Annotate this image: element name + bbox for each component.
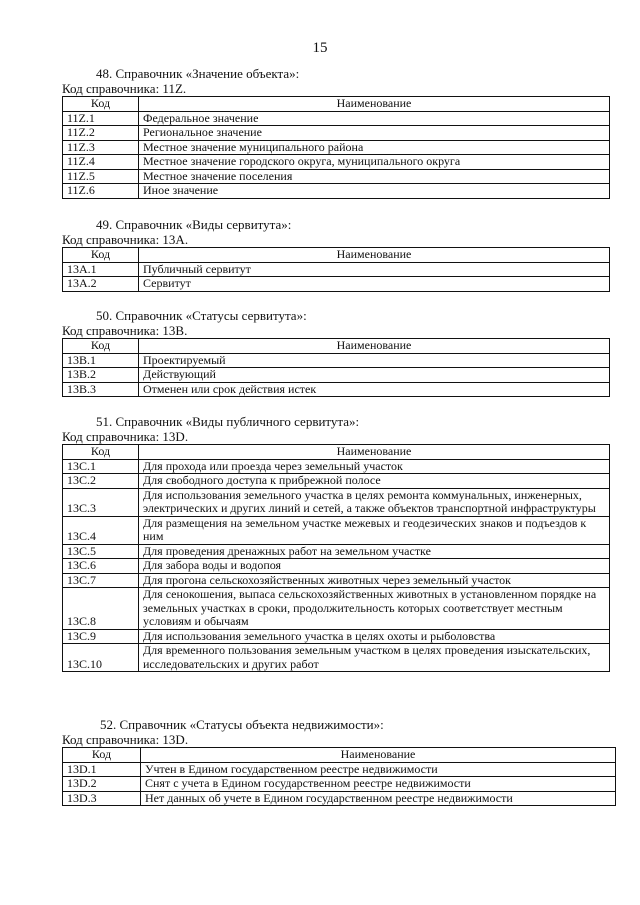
table-row	[63, 111, 610, 126]
row-name: Для использования земельного участка в целях охоты и рыболовства	[139, 629, 610, 644]
row-code: 13C.6	[63, 559, 139, 574]
table-row	[63, 262, 610, 277]
row-code: 11Z.6	[63, 184, 139, 199]
row-name: Для прохода или проезда через земельный участок	[139, 459, 610, 474]
row-name: Иное значение	[139, 184, 610, 199]
table-header	[63, 339, 610, 354]
header-code: Код	[63, 97, 139, 112]
table-row	[63, 474, 610, 489]
table-row	[63, 629, 610, 644]
section-code: Код справочника: 11Z.	[62, 81, 187, 96]
table-row	[63, 762, 616, 777]
row-name: Для сенокошения, выпаса сельскохозяйственных животных в установленном порядке на земельных участках в сроки, продолжительность которых соответствует местным условиям и обычаям	[139, 588, 610, 630]
table-header	[63, 97, 610, 112]
row-name: Федеральное значение	[139, 111, 610, 126]
table-row	[63, 277, 610, 292]
row-code: 13C.4	[63, 516, 139, 544]
row-code: 11Z.2	[63, 126, 139, 141]
table-row	[63, 368, 610, 383]
row-name: Нет данных об учете в Едином государственном реестре недвижимости	[141, 791, 616, 806]
row-code: 13C.1	[63, 459, 139, 474]
section-code: Код справочника: 13D.	[62, 429, 189, 444]
section-title: 48. Справочник «Значение объекта»:	[96, 66, 300, 81]
reference-table	[62, 247, 610, 292]
row-code: 11Z.3	[63, 140, 139, 155]
header-name: Наименование	[139, 339, 610, 354]
row-name: Отменен или срок действия истек	[139, 382, 610, 397]
section-52	[62, 717, 616, 806]
row-name: Местное значение поселения	[139, 169, 610, 184]
row-code: 13C.8	[63, 588, 139, 630]
table-row	[63, 791, 616, 806]
section-49	[62, 217, 610, 292]
row-code: 13D.1	[63, 762, 141, 777]
table-row	[63, 382, 610, 397]
row-name: Учтен в Едином государственном реестре недвижимости	[141, 762, 616, 777]
table-header	[63, 445, 610, 460]
row-name: Проектируемый	[139, 353, 610, 368]
row-code: 13B.1	[63, 353, 139, 368]
row-code: 13C.10	[63, 644, 139, 672]
table-row	[63, 169, 610, 184]
header-code: Код	[63, 445, 139, 460]
header-code: Код	[63, 748, 141, 763]
table-row	[63, 488, 610, 516]
page-number: 15	[312, 40, 328, 56]
section-title: 52. Справочник «Статусы объекта недвижимости»:	[100, 717, 384, 732]
reference-table	[62, 96, 610, 199]
header-code: Код	[63, 339, 139, 354]
reference-table	[62, 338, 610, 397]
row-code: 13C.9	[63, 629, 139, 644]
row-name: Для свободного доступа к прибрежной полосе	[139, 474, 610, 489]
row-code: 11Z.4	[63, 155, 139, 170]
header-name: Наименование	[139, 248, 610, 263]
table-row	[63, 140, 610, 155]
table-row	[63, 777, 616, 792]
row-code: 13A.1	[63, 262, 139, 277]
row-name: Для временного пользования земельным участком в целях проведения изыскательских, исследовательских и других работ	[139, 644, 610, 672]
row-code: 13C.7	[63, 573, 139, 588]
row-name: Местное значение городского округа, муниципального округа	[139, 155, 610, 170]
row-name: Действующий	[139, 368, 610, 383]
row-code: 13C.3	[63, 488, 139, 516]
table-row	[63, 155, 610, 170]
row-name: Для проведения дренажных работ на земельном участке	[139, 544, 610, 559]
reference-table	[62, 444, 610, 672]
table-row	[63, 184, 610, 199]
header-name: Наименование	[141, 748, 616, 763]
row-code: 13C.2	[63, 474, 139, 489]
section-50	[62, 308, 610, 397]
row-name: Для забора воды и водопоя	[139, 559, 610, 574]
section-title: 49. Справочник «Виды сервитута»:	[96, 217, 292, 232]
table-row	[63, 544, 610, 559]
section-code: Код справочника: 13D.	[62, 732, 189, 747]
table-row	[63, 559, 610, 574]
row-name: Для прогона сельскохозяйственных животных через земельный участок	[139, 573, 610, 588]
row-name: Снят с учета в Едином государственном реестре недвижимости	[141, 777, 616, 792]
table-row	[63, 644, 610, 672]
header-name: Наименование	[139, 97, 610, 112]
table-row	[63, 588, 610, 630]
table-row	[63, 126, 610, 141]
row-name: Для использования земельного участка в целях ремонта коммунальных, инженерных, электрических и других линий и сетей, а также объектов транспортной инфраструктуры	[139, 488, 610, 516]
row-name: Публичный сервитут	[139, 262, 610, 277]
header-code: Код	[63, 248, 139, 263]
row-code: 13B.3	[63, 382, 139, 397]
table-header	[63, 248, 610, 263]
section-51	[62, 414, 610, 672]
row-name: Для размещения на земельном участке межевых и геодезических знаков и подъездов к ним	[139, 516, 610, 544]
table-header	[63, 748, 616, 763]
row-name: Региональное значение	[139, 126, 610, 141]
table-row	[63, 573, 610, 588]
section-code: Код справочника: 13A.	[62, 232, 189, 247]
row-name: Сервитут	[139, 277, 610, 292]
reference-table	[62, 747, 616, 806]
section-code: Код справочника: 13B.	[62, 323, 188, 338]
row-code: 13A.2	[63, 277, 139, 292]
table-row	[63, 516, 610, 544]
table-row	[63, 353, 610, 368]
header-name: Наименование	[139, 445, 610, 460]
row-code: 13C.5	[63, 544, 139, 559]
row-code: 11Z.5	[63, 169, 139, 184]
row-code: 13D.2	[63, 777, 141, 792]
section-title: 51. Справочник «Виды публичного сервитута»:	[96, 414, 360, 429]
row-code: 13B.2	[63, 368, 139, 383]
row-code: 11Z.1	[63, 111, 139, 126]
row-code: 13D.3	[63, 791, 141, 806]
table-row	[63, 459, 610, 474]
row-name: Местное значение муниципального района	[139, 140, 610, 155]
section-48	[62, 66, 610, 199]
section-title: 50. Справочник «Статусы сервитута»:	[96, 308, 307, 323]
